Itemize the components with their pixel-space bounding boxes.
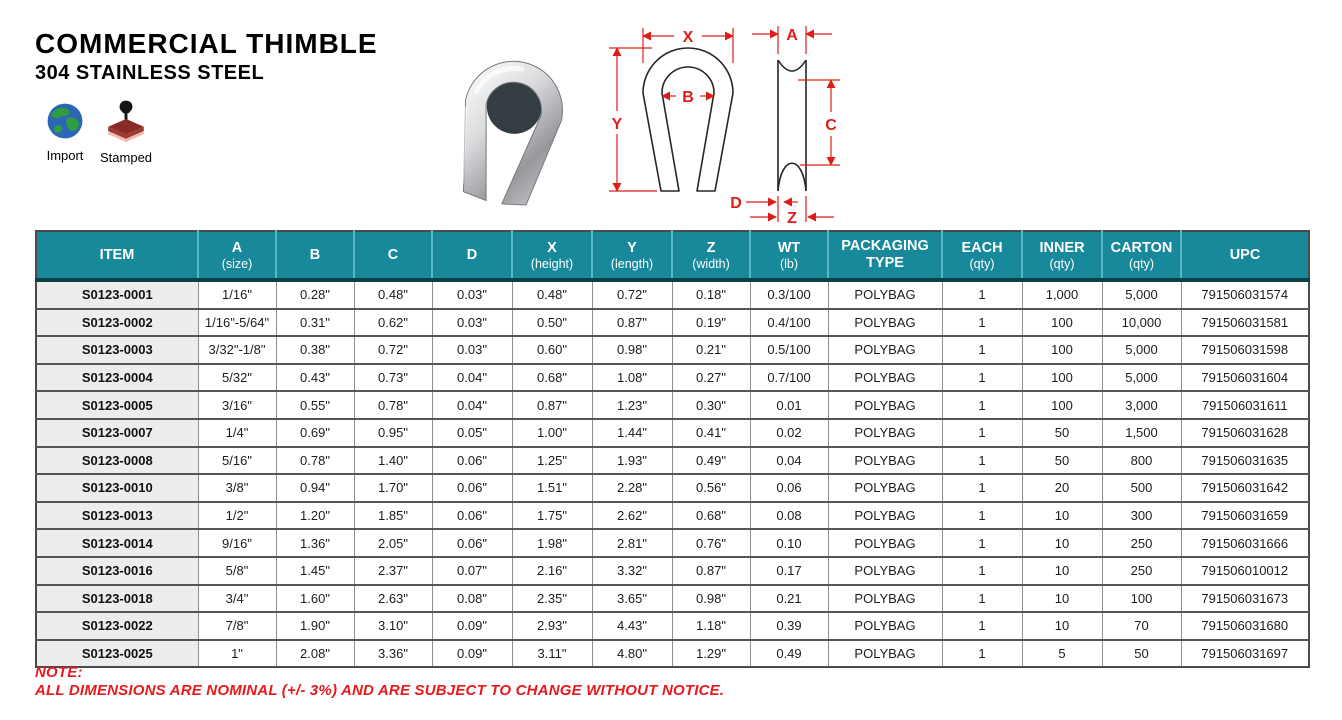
spec-value-cell: 4.80" <box>592 640 672 668</box>
spec-value-cell: 1.75" <box>512 502 592 530</box>
spec-value-cell: 3/4" <box>198 585 276 613</box>
table-row <box>36 391 1309 419</box>
spec-value-cell: 0.50" <box>512 309 592 337</box>
spec-value-cell: 791506031642 <box>1181 474 1309 502</box>
spec-value-cell: 3,000 <box>1102 391 1181 419</box>
spec-value-cell: 1.98" <box>512 529 592 557</box>
spec-value-cell: 791506031628 <box>1181 419 1309 447</box>
spec-value-cell: 0.43" <box>276 364 354 392</box>
import-label: Import <box>46 148 84 163</box>
spec-value-cell: 1.90" <box>276 612 354 640</box>
spec-value-cell: 1 <box>942 419 1022 447</box>
dimension-diagram <box>600 8 890 226</box>
spec-value-cell: 1 <box>942 280 1022 309</box>
spec-value-cell: 3.32" <box>592 557 672 585</box>
spec-value-cell: 0.31" <box>276 309 354 337</box>
column-header: X (height) <box>512 231 592 280</box>
spec-table <box>35 230 1310 668</box>
spec-value-cell: 791506031673 <box>1181 585 1309 613</box>
spec-value-cell: 0.56" <box>672 474 750 502</box>
spec-value-cell: POLYBAG <box>828 447 942 475</box>
item-id-cell: S0123-0013 <box>36 502 198 530</box>
spec-value-cell: 2.81" <box>592 529 672 557</box>
column-header: Y (length) <box>592 231 672 280</box>
spec-value-cell: 9/16" <box>198 529 276 557</box>
spec-value-cell: 100 <box>1022 309 1102 337</box>
spec-value-cell: 0.5/100 <box>750 336 828 364</box>
stamped-badge <box>100 98 152 165</box>
spec-value-cell: 791506010012 <box>1181 557 1309 585</box>
spec-value-cell: 100 <box>1022 336 1102 364</box>
item-id-cell: S0123-0002 <box>36 309 198 337</box>
column-header: B <box>276 231 354 280</box>
item-id-cell: S0123-0001 <box>36 280 198 309</box>
page-subtitle: 304 STAINLESS STEEL <box>35 62 265 84</box>
item-id-cell: S0123-0010 <box>36 474 198 502</box>
spec-table-header-row <box>36 231 1309 280</box>
spec-value-cell: 1/16" <box>198 280 276 309</box>
dim-label-y: Y <box>611 116 623 133</box>
table-row <box>36 336 1309 364</box>
spec-value-cell: 791506031697 <box>1181 640 1309 668</box>
spec-value-cell: 10 <box>1022 585 1102 613</box>
column-header: CARTON (qty) <box>1102 231 1181 280</box>
spec-value-cell: 0.21 <box>750 585 828 613</box>
spec-value-cell: 1.44" <box>592 419 672 447</box>
product-photo-thimble <box>416 22 606 212</box>
item-id-cell: S0123-0005 <box>36 391 198 419</box>
spec-value-cell: 10 <box>1022 612 1102 640</box>
column-header: Z (width) <box>672 231 750 280</box>
column-header: A (size) <box>198 231 276 280</box>
spec-value-cell: 2.05" <box>354 529 432 557</box>
spec-value-cell: 300 <box>1102 502 1181 530</box>
thimble-front-view <box>643 48 733 191</box>
spec-value-cell: POLYBAG <box>828 336 942 364</box>
spec-value-cell: 2.62" <box>592 502 672 530</box>
spec-value-cell: 5 <box>1022 640 1102 668</box>
spec-value-cell: 0.7/100 <box>750 364 828 392</box>
spec-value-cell: 0.98" <box>672 585 750 613</box>
spec-value-cell: 5/32" <box>198 364 276 392</box>
spec-value-cell: 250 <box>1102 529 1181 557</box>
spec-value-cell: 5/16" <box>198 447 276 475</box>
spec-value-cell: 791506031574 <box>1181 280 1309 309</box>
spec-value-cell: POLYBAG <box>828 557 942 585</box>
table-row <box>36 585 1309 613</box>
spec-value-cell: 0.08" <box>432 585 512 613</box>
note-label: NOTE: <box>35 664 83 681</box>
spec-value-cell: POLYBAG <box>828 640 942 668</box>
spec-value-cell: 1 <box>942 585 1022 613</box>
spec-value-cell: 0.05" <box>432 419 512 447</box>
spec-value-cell: 1" <box>198 640 276 668</box>
spec-value-cell: 0.3/100 <box>750 280 828 309</box>
stamp-icon <box>104 98 148 142</box>
spec-value-cell: 70 <box>1102 612 1181 640</box>
spec-value-cell: 2.16" <box>512 557 592 585</box>
spec-value-cell: 20 <box>1022 474 1102 502</box>
spec-value-cell: POLYBAG <box>828 529 942 557</box>
spec-value-cell: 1 <box>942 336 1022 364</box>
spec-value-cell: 0.87" <box>592 309 672 337</box>
note-block <box>35 664 724 700</box>
spec-value-cell: 0.06" <box>432 502 512 530</box>
spec-value-cell: 250 <box>1102 557 1181 585</box>
dim-label-x: X <box>682 29 694 46</box>
spec-value-cell: 0.87" <box>672 557 750 585</box>
spec-value-cell: 100 <box>1102 585 1181 613</box>
spec-value-cell: 50 <box>1022 419 1102 447</box>
column-header: C <box>354 231 432 280</box>
spec-value-cell: 791506031604 <box>1181 364 1309 392</box>
spec-value-cell: 0.08 <box>750 502 828 530</box>
spec-value-cell: 0.49" <box>672 447 750 475</box>
spec-value-cell: 1 <box>942 557 1022 585</box>
spec-value-cell: 1.51" <box>512 474 592 502</box>
table-row <box>36 529 1309 557</box>
spec-value-cell: 0.06" <box>432 529 512 557</box>
column-header: PACKAGING TYPE <box>828 231 942 280</box>
spec-value-cell: 0.48" <box>354 280 432 309</box>
spec-value-cell: 1 <box>942 612 1022 640</box>
spec-value-cell: 0.49 <box>750 640 828 668</box>
spec-value-cell: 50 <box>1102 640 1181 668</box>
spec-value-cell: 0.18" <box>672 280 750 309</box>
spec-value-cell: POLYBAG <box>828 280 942 309</box>
item-id-cell: S0123-0003 <box>36 336 198 364</box>
spec-value-cell: 0.10 <box>750 529 828 557</box>
spec-value-cell: 1.45" <box>276 557 354 585</box>
spec-value-cell: 5/8" <box>198 557 276 585</box>
spec-value-cell: 1.25" <box>512 447 592 475</box>
dim-label-b: B <box>682 89 694 106</box>
spec-value-cell: 3/16" <box>198 391 276 419</box>
column-header: UPC <box>1181 231 1309 280</box>
item-id-cell: S0123-0007 <box>36 419 198 447</box>
spec-value-cell: 2.08" <box>276 640 354 668</box>
spec-value-cell: 1.20" <box>276 502 354 530</box>
spec-value-cell: 0.95" <box>354 419 432 447</box>
spec-value-cell: 2.63" <box>354 585 432 613</box>
spec-value-cell: 5,000 <box>1102 280 1181 309</box>
item-id-cell: S0123-0004 <box>36 364 198 392</box>
spec-table-body <box>36 280 1309 667</box>
spec-value-cell: 0.09" <box>432 612 512 640</box>
item-id-cell: S0123-0022 <box>36 612 198 640</box>
spec-value-cell: 1 <box>942 364 1022 392</box>
dim-label-d: D <box>730 195 742 212</box>
spec-value-cell: 1,000 <box>1022 280 1102 309</box>
spec-value-cell: 0.55" <box>276 391 354 419</box>
spec-value-cell: 0.60" <box>512 336 592 364</box>
item-id-cell: S0123-0016 <box>36 557 198 585</box>
table-row <box>36 309 1309 337</box>
spec-value-cell: 4.43" <box>592 612 672 640</box>
spec-value-cell: 0.04 <box>750 447 828 475</box>
table-row <box>36 557 1309 585</box>
dim-label-z: Z <box>787 210 797 226</box>
spec-value-cell: 0.01 <box>750 391 828 419</box>
spec-value-cell: 2.93" <box>512 612 592 640</box>
spec-value-cell: POLYBAG <box>828 502 942 530</box>
dim-label-c: C <box>825 117 837 134</box>
spec-value-cell: 500 <box>1102 474 1181 502</box>
spec-value-cell: 1.93" <box>592 447 672 475</box>
spec-value-cell: 100 <box>1022 391 1102 419</box>
spec-value-cell: POLYBAG <box>828 585 942 613</box>
spec-value-cell: 100 <box>1022 364 1102 392</box>
spec-value-cell: POLYBAG <box>828 419 942 447</box>
spec-value-cell: 0.09" <box>432 640 512 668</box>
spec-value-cell: 1.18" <box>672 612 750 640</box>
spec-value-cell: 0.19" <box>672 309 750 337</box>
spec-value-cell: 0.38" <box>276 336 354 364</box>
item-id-cell: S0123-0008 <box>36 447 198 475</box>
dim-label-a: A <box>786 27 798 44</box>
spec-value-cell: 0.03" <box>432 309 512 337</box>
spec-value-cell: 0.62" <box>354 309 432 337</box>
spec-value-cell: POLYBAG <box>828 612 942 640</box>
spec-value-cell: POLYBAG <box>828 364 942 392</box>
spec-value-cell: 0.06" <box>432 447 512 475</box>
item-id-cell: S0123-0018 <box>36 585 198 613</box>
spec-value-cell: 0.73" <box>354 364 432 392</box>
item-id-cell: S0123-0014 <box>36 529 198 557</box>
spec-value-cell: 3.36" <box>354 640 432 668</box>
spec-value-cell: 0.06 <box>750 474 828 502</box>
spec-value-cell: 1 <box>942 529 1022 557</box>
table-row <box>36 280 1309 309</box>
spec-value-cell: 0.4/100 <box>750 309 828 337</box>
spec-table-container <box>35 230 1310 668</box>
spec-value-cell: 1.00" <box>512 419 592 447</box>
spec-value-cell: 1.40" <box>354 447 432 475</box>
spec-value-cell: 1.85" <box>354 502 432 530</box>
spec-value-cell: 0.78" <box>354 391 432 419</box>
spec-value-cell: 0.39 <box>750 612 828 640</box>
spec-value-cell: 50 <box>1022 447 1102 475</box>
spec-value-cell: 10 <box>1022 502 1102 530</box>
spec-value-cell: 800 <box>1102 447 1181 475</box>
stamped-label: Stamped <box>100 150 153 165</box>
item-id-cell: S0123-0025 <box>36 640 198 668</box>
spec-value-cell: 0.78" <box>276 447 354 475</box>
spec-value-cell: 1 <box>942 447 1022 475</box>
table-row <box>36 447 1309 475</box>
spec-value-cell: 1.29" <box>672 640 750 668</box>
spec-value-cell: 2.35" <box>512 585 592 613</box>
spec-value-cell: 0.28" <box>276 280 354 309</box>
column-header: WT (lb) <box>750 231 828 280</box>
spec-value-cell: 3/32"-1/8" <box>198 336 276 364</box>
spec-value-cell: 0.48" <box>512 280 592 309</box>
note-text: ALL DIMENSIONS ARE NOMINAL (+/- 3%) AND ARE SUBJECT TO CHANGE WITHOUT NOTICE. <box>35 682 725 699</box>
spec-value-cell: 0.76" <box>672 529 750 557</box>
spec-value-cell: 0.72" <box>592 280 672 309</box>
spec-value-cell: 791506031611 <box>1181 391 1309 419</box>
spec-value-cell: 791506031598 <box>1181 336 1309 364</box>
spec-value-cell: 2.28" <box>592 474 672 502</box>
spec-value-cell: 0.94" <box>276 474 354 502</box>
spec-value-cell: 5,000 <box>1102 364 1181 392</box>
spec-value-cell: 1 <box>942 502 1022 530</box>
globe-icon <box>46 102 84 140</box>
spec-value-cell: 0.72" <box>354 336 432 364</box>
spec-value-cell: 791506031666 <box>1181 529 1309 557</box>
spec-value-cell: POLYBAG <box>828 474 942 502</box>
spec-value-cell: 0.03" <box>432 336 512 364</box>
spec-value-cell: 0.04" <box>432 364 512 392</box>
spec-value-cell: 0.03" <box>432 280 512 309</box>
spec-value-cell: 7/8" <box>198 612 276 640</box>
spec-value-cell: 2.37" <box>354 557 432 585</box>
spec-value-cell: 5,000 <box>1102 336 1181 364</box>
spec-value-cell: 0.68" <box>672 502 750 530</box>
page-title: COMMERCIAL THIMBLE <box>35 28 378 59</box>
spec-value-cell: 10 <box>1022 557 1102 585</box>
spec-value-cell: 10,000 <box>1102 309 1181 337</box>
spec-value-cell: 0.21" <box>672 336 750 364</box>
spec-value-cell: 1/16"-5/64" <box>198 309 276 337</box>
column-header: EACH (qty) <box>942 231 1022 280</box>
spec-value-cell: 10 <box>1022 529 1102 557</box>
spec-value-cell: 791506031659 <box>1181 502 1309 530</box>
spec-value-cell: 0.68" <box>512 364 592 392</box>
spec-value-cell: 0.69" <box>276 419 354 447</box>
spec-value-cell: 3.10" <box>354 612 432 640</box>
spec-value-cell: 0.04" <box>432 391 512 419</box>
spec-value-cell: 0.87" <box>512 391 592 419</box>
spec-value-cell: 0.07" <box>432 557 512 585</box>
spec-value-cell: 1/2" <box>198 502 276 530</box>
spec-value-cell: 1/4" <box>198 419 276 447</box>
spec-value-cell: 1 <box>942 640 1022 668</box>
spec-value-cell: 1.60" <box>276 585 354 613</box>
spec-value-cell: 1 <box>942 391 1022 419</box>
spec-value-cell: 1.08" <box>592 364 672 392</box>
spec-value-cell: 1,500 <box>1102 419 1181 447</box>
column-header: ITEM <box>36 231 198 280</box>
table-row <box>36 612 1309 640</box>
spec-value-cell: 0.06" <box>432 474 512 502</box>
spec-value-cell: 0.30" <box>672 391 750 419</box>
spec-value-cell: 0.02 <box>750 419 828 447</box>
spec-value-cell: 1 <box>942 309 1022 337</box>
table-row <box>36 364 1309 392</box>
spec-value-cell: 791506031581 <box>1181 309 1309 337</box>
spec-value-cell: 1.23" <box>592 391 672 419</box>
table-row <box>36 502 1309 530</box>
spec-value-cell: POLYBAG <box>828 391 942 419</box>
spec-value-cell: 0.98" <box>592 336 672 364</box>
spec-value-cell: 0.27" <box>672 364 750 392</box>
spec-value-cell: 3.11" <box>512 640 592 668</box>
spec-value-cell: 791506031635 <box>1181 447 1309 475</box>
spec-value-cell: 3.65" <box>592 585 672 613</box>
spec-value-cell: 1.70" <box>354 474 432 502</box>
spec-value-cell: POLYBAG <box>828 309 942 337</box>
column-header: D <box>432 231 512 280</box>
spec-value-cell: 0.17 <box>750 557 828 585</box>
spec-value-cell: 3/8" <box>198 474 276 502</box>
spec-value-cell: 0.41" <box>672 419 750 447</box>
spec-value-cell: 791506031680 <box>1181 612 1309 640</box>
import-badge <box>42 102 88 163</box>
spec-value-cell: 1 <box>942 474 1022 502</box>
table-row <box>36 474 1309 502</box>
table-row <box>36 419 1309 447</box>
spec-value-cell: 1.36" <box>276 529 354 557</box>
column-header: INNER (qty) <box>1022 231 1102 280</box>
